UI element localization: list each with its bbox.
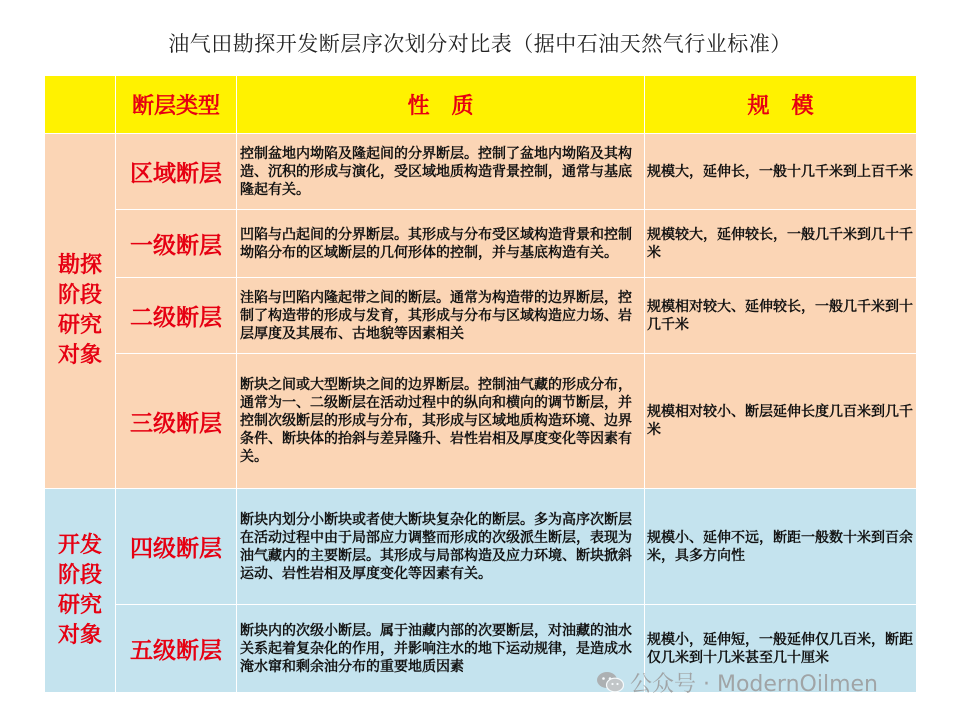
stage-exploration-cell <box>45 134 116 489</box>
watermark <box>596 668 878 696</box>
table-row <box>45 489 917 605</box>
stage-line: 阶段 <box>57 283 102 308</box>
scale-cell: 规模小，延伸短，一般延伸仅几百米，断距仅几米到十几米甚至几十厘米 <box>645 605 917 693</box>
watermark-text: 公众号 · ModernOilmen <box>630 671 878 697</box>
table-row <box>45 134 917 210</box>
stage-line: 研究 <box>57 592 102 618</box>
property-cell: 控制盆地内坳陷及隆起间的分界断层。控制了盆地内坳陷及其构造、沉积的形成与演化，受区域地质构造背景控制，通常与基底隆起有关。 <box>237 134 645 210</box>
stage-line: 对象 <box>57 622 102 648</box>
scale-cell: 规模小、延伸不远，断距一般数十米到百余米，具多方向性 <box>645 489 917 605</box>
stage-line: 对象 <box>57 343 102 368</box>
fault-type-third-order: 三级断层 <box>116 354 237 489</box>
fault-type-first-order: 一级断层 <box>116 210 237 278</box>
table-header-row <box>45 76 917 134</box>
header-scale: 规 模 <box>645 76 917 134</box>
property-cell: 凹陷与凸起间的分界断层。其形成与分布受区域构造背景和控制坳陷分布的区域断层的几何形体的控制，并与基底构造有关。 <box>237 210 645 278</box>
header-fault-type: 断层类型 <box>116 76 237 134</box>
scale-cell: 规模较大，延伸较长，一般几千米到几十千米 <box>645 210 917 278</box>
scale-cell: 规模相对较大、延伸较长，一般几千米到十几千米 <box>645 278 917 354</box>
scale-cell: 规模相对较小、断层延伸长度几百米到几千米 <box>645 354 917 489</box>
stage-line: 阶段 <box>57 562 102 588</box>
property-cell: 洼陷与凹陷内隆起带之间的断层。通常为构造带的边界断层，控制了构造带的形成与发育，其形成与分布与区域构造应力场、岩层厚度及其展布、古地貌等因素相关 <box>237 278 645 354</box>
property-cell: 断块内划分小断块或者使大断块复杂化的断层。多为高序次断层在活动过程中由于局部应力调整而形成的次级派生断层，表现为油气藏内的主要断层。其形成与局部构造及应力环境、断块掀斜运动、岩性岩相及厚度变化等因素有关。 <box>237 489 645 605</box>
property-cell: 断块之间或大型断块之间的边界断层。控制油气藏的形成分布，通常为一、二级断层在活动过程中的纵向和横向的调节断层，并控制次级断层的形成与分布，其形成与区域地质构造环境、边界条件、断块体的抬斜与差异隆升、岩性岩相及厚度变化等因素有关。 <box>237 354 645 489</box>
fault-comparison-table <box>44 75 917 693</box>
wechat-icon <box>596 671 624 693</box>
table-row <box>45 354 917 489</box>
stage-line: 勘探 <box>57 253 102 278</box>
header-corner-cell <box>45 76 116 134</box>
header-property: 性 质 <box>237 76 645 134</box>
stage-line: 研究 <box>57 313 102 338</box>
fault-type-regional: 区域断层 <box>116 134 237 210</box>
stage-development-cell <box>45 489 116 693</box>
scale-cell: 规模大，延伸长，一般十几千米到上百千米 <box>645 134 917 210</box>
page-title: 油气田勘探开发断层序次划分对比表（据中石油天然气行业标准） <box>168 32 792 56</box>
fault-type-fifth-order: 五级断层 <box>116 605 237 693</box>
table-row <box>45 210 917 278</box>
table-row <box>45 278 917 354</box>
property-cell: 断块内的次级小断层。属于油藏内部的次要断层，对油藏的油水关系起着复杂化的作用，并影响注水的地下运动规律，是造成水淹水窜和剩余油分布的重要地质因素 <box>237 605 645 693</box>
stage-line: 开发 <box>57 532 102 558</box>
fault-type-second-order: 二级断层 <box>116 278 237 354</box>
fault-type-fourth-order: 四级断层 <box>116 489 237 605</box>
